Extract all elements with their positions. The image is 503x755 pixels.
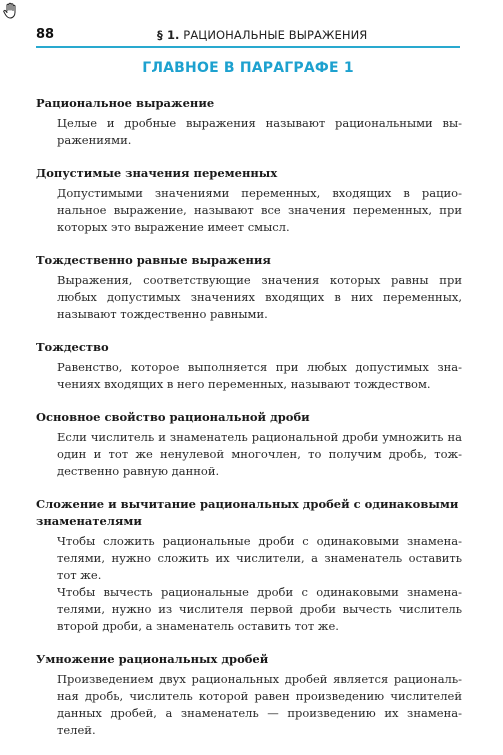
term-block xyxy=(36,409,462,480)
term-block xyxy=(36,496,462,635)
term-definition: Чтобы вычесть рациональные дроби с одинаковыми знамена-телями, нужно из числителя первой дроби вычесть числитель второй дроби, а знаменатель оставить тот же. xyxy=(57,585,462,633)
term-definition: Целые и дробные выражения называют рациональными вы-ражениями. xyxy=(57,116,462,147)
page-header xyxy=(36,26,460,48)
page-number: 88 xyxy=(36,27,55,42)
term-block xyxy=(36,651,462,739)
running-head xyxy=(157,28,367,42)
term-definition: Равенство, которое выполняется при любых допустимых зна-чениях входящих в него переменных, называют тождеством. xyxy=(57,360,462,391)
term-block xyxy=(36,95,462,149)
summary-list xyxy=(36,95,462,755)
term-title: Допустимые значения переменных xyxy=(36,166,278,180)
term-title: Сложение и вычитание рациональных дробей с одинаковыми знаменателями xyxy=(36,497,459,528)
term-definition: Произведением двух рациональных дробей является рациональ-ная дробь, числитель которой равен произведению числителей данных дробей, а знаменатель — произведению их знамена-телей. xyxy=(57,672,462,737)
term-title: Умножение рациональных дробей xyxy=(36,652,269,666)
term-title: Тождество xyxy=(36,340,109,354)
term-block xyxy=(36,165,462,236)
term-title: Рациональное выражение xyxy=(36,96,215,110)
term-block xyxy=(36,252,462,323)
term-definition: Чтобы сложить рациональные дроби с одинаковыми знамена-телями, нужно сложить их числители, а знаменатель оставить тот же. xyxy=(57,534,462,582)
hand-cursor-icon xyxy=(2,2,20,20)
term-definition: Допустимыми значениями переменных, входящих в рацио-нальное выражение, называют все значения переменных, при которых это выражение имеет смысл. xyxy=(57,186,462,234)
term-title: Основное свойство рациональной дроби xyxy=(36,410,310,424)
section-title: РАЦИОНАЛЬНЫЕ ВЫРАЖЕНИЯ xyxy=(183,28,368,42)
page-title: ГЛАВНОЕ В ПАРАГРАФЕ 1 xyxy=(142,60,354,76)
term-definition: Выражения, соответствующие значения которых равны при любых допустимых значениях входящих в них переменных, называют тождественно равными. xyxy=(57,273,462,321)
term-title: Тождественно равные выражения xyxy=(36,253,271,267)
section-mark: § 1. xyxy=(157,28,180,42)
term-block xyxy=(36,339,462,393)
term-definition: Если числитель и знаменатель рациональной дроби умножить на один и тот же ненулевой многочлен, то получим дробь, тож-дественно равную данной. xyxy=(57,430,462,478)
